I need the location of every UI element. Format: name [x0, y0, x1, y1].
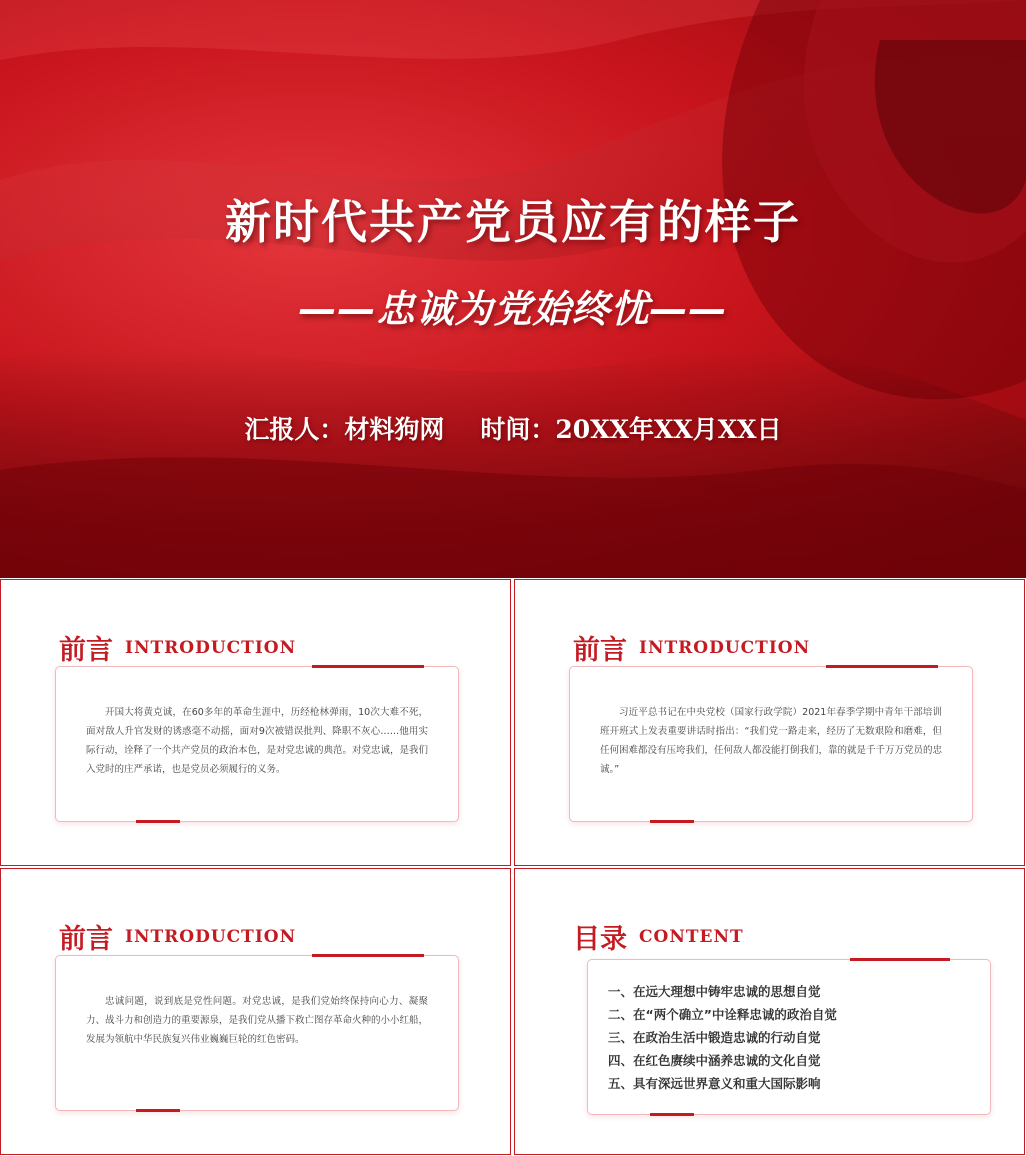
- presentation-subtitle: ——忠诚为党始终忧——: [298, 287, 728, 331]
- slide-heading: [59, 917, 296, 956]
- toc-item[interactable]: 二、在“两个确立”中诠释忠诚的政治自觉: [608, 1007, 837, 1022]
- intro-slide-2[interactable]: [514, 579, 1025, 866]
- heading-english: INTRODUCTION: [125, 637, 297, 658]
- slide-heading: [573, 628, 810, 667]
- heading-chinese: 前言: [573, 635, 627, 666]
- toc-item[interactable]: 三、在政治生活中锻造忠诚的行动自觉: [608, 1030, 821, 1045]
- date-label: 时间：20XX年XX月XX日: [480, 415, 782, 444]
- toc-item[interactable]: 五、具有深远世界意义和重大国际影响: [608, 1076, 821, 1091]
- heading-english: INTRODUCTION: [125, 926, 297, 947]
- accent-line: [312, 665, 424, 668]
- toc-item[interactable]: 一、在远大理想中铸牢忠诚的思想自觉: [608, 984, 821, 999]
- intro-slide-3[interactable]: [0, 868, 511, 1155]
- slide-heading: [573, 917, 744, 956]
- heading-english: CONTENT: [639, 926, 744, 947]
- text-card: [55, 955, 459, 1111]
- contents-slide[interactable]: [514, 868, 1025, 1155]
- accent-line: [850, 958, 950, 961]
- accent-line: [312, 954, 424, 957]
- heading-chinese: 前言: [59, 635, 113, 666]
- slide-heading: [59, 628, 296, 667]
- accent-line: [826, 665, 938, 668]
- reporter-label: 汇报人：材料狗网: [244, 415, 445, 444]
- toc-item[interactable]: 四、在红色赓续中涵养忠诚的文化自觉: [608, 1053, 821, 1068]
- presenter-info: [0, 410, 1026, 446]
- heading-english: INTRODUCTION: [639, 637, 811, 658]
- heading-chinese: 目录: [573, 924, 627, 955]
- presentation-title: 新时代共产党员应有的样子: [225, 195, 801, 249]
- heading-chinese: 前言: [59, 924, 113, 955]
- intro-paragraph: 开国大将黄克诚，在60多年的革命生涯中，历经枪林弹雨，10次大难不死，面对敌人升官发财的诱惑毫不动摇，面对9次被错误批判、降职不灰心……他用实际行动，诠释了一个共产党员的政治本色，是对党忠诚的典范。对党忠诚，是我们入党时的庄严承诺，也是党员必须履行的义务。: [86, 707, 429, 775]
- accent-line: [650, 820, 694, 823]
- intro-paragraph: 忠诚问题，说到底是党性问题。对党忠诚，是我们党始终保持向心力、凝聚力、战斗力和创造力的重要源泉，是我们党从播下救亡图存革命火种的小小红船，发展为领航中华民族复兴伟业巍巍巨轮的红色密码。: [86, 996, 429, 1045]
- accent-line: [650, 1113, 694, 1116]
- accent-line: [136, 820, 180, 823]
- toc-list: [608, 980, 837, 1095]
- text-card: [55, 666, 459, 822]
- accent-line: [136, 1109, 180, 1112]
- toc-card: [587, 959, 991, 1115]
- intro-paragraph: 习近平总书记在中央党校（国家行政学院）2021年春季学期中青年干部培训班开班式上发表重要讲话时指出：“我们党一路走来，经历了无数艰险和磨难，但任何困难都没有压垮我们，任何敌人都没能打倒我们，靠的就是千千万万党员的忠诚。”: [600, 707, 943, 775]
- intro-slide-1[interactable]: [0, 579, 511, 866]
- text-card: [569, 666, 973, 822]
